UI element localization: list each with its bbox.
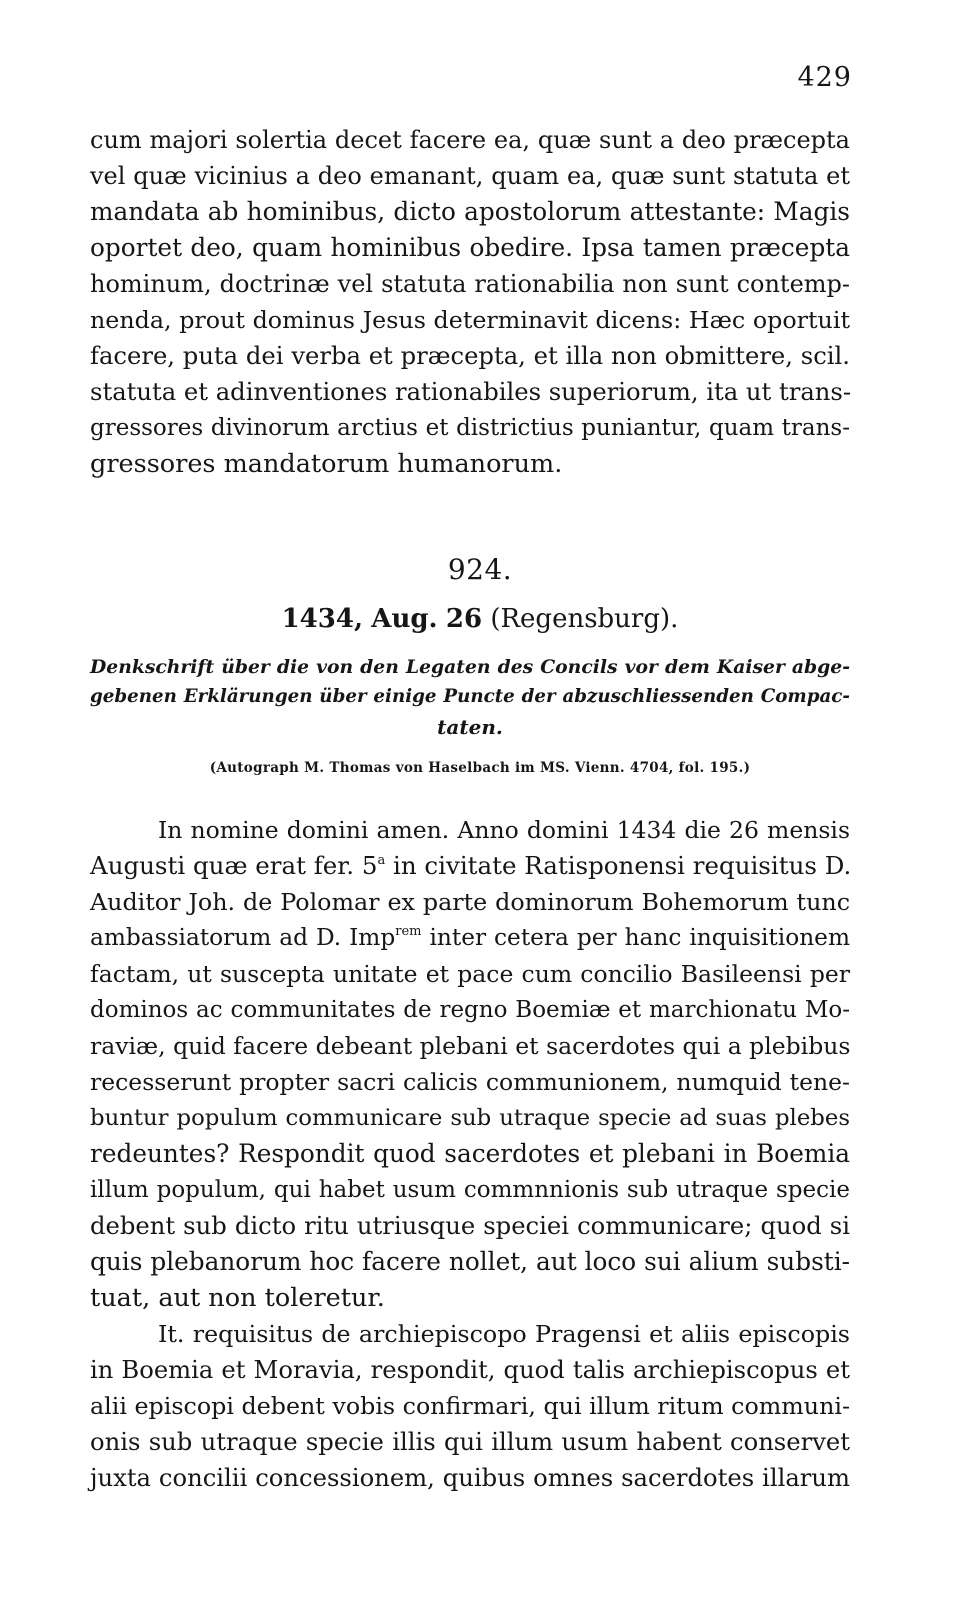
text-line: cum majori solertia decet facere ea, quæ sunt a deo præcepta xyxy=(90,126,850,154)
text-line: redeuntes? Respondit quod sacerdotes et plebani in Boemia xyxy=(90,1139,850,1168)
text-line: It. requisitus de archiepiscopo Pragensi et aliis episcopis xyxy=(158,1320,850,1348)
text-line: nenda, prout dominus Jesus determinavit dicens: Hæc oportuit xyxy=(90,306,850,334)
text-line: dominos ac communitates de regno Boemiæ et marchionatu Mo- xyxy=(90,997,850,1023)
text-line: In nomine domini amen. Anno domini 1434 die 26 mensis xyxy=(158,816,850,844)
text-line: debent sub dicto ritu utriusque speciei communicare; quod si xyxy=(90,1211,850,1240)
text-line: buntur populum communicare sub utraque specie ad suas plebes xyxy=(90,1105,850,1131)
date-day: 26 xyxy=(445,604,483,634)
text-line: facere, puta dei verba et præcepta, et illa non obmittere, scil. xyxy=(90,341,850,370)
text-line: illum populum, qui habet usum commnnionis sub utraque specie xyxy=(90,1177,850,1203)
text-line: in Boemia et Moravia, respondit, quod talis archiepiscopus et xyxy=(90,1355,850,1384)
summary-line: taten. xyxy=(437,715,503,739)
text-line xyxy=(90,920,850,956)
text-line: onis sub utraque specie illis qui illum usum habent conservet xyxy=(90,1427,850,1456)
text-line: quis plebanorum hoc facere nollet, aut loco sui alium substi- xyxy=(90,1247,850,1276)
document-date xyxy=(0,604,960,634)
line-segment: Augusti quæ erat fer. 5 xyxy=(90,851,378,880)
text-line: recesserunt propter sacri calicis communionem, numquid tene- xyxy=(90,1068,850,1096)
text-line xyxy=(90,848,850,884)
document-number: 924. xyxy=(447,553,513,586)
text-line: juxta concilii concessionem, quibus omnes sacerdotes illarum xyxy=(90,1463,850,1492)
text-line: Auditor Joh. de Polomar ex parte dominorum Bohemorum tunc xyxy=(90,888,850,916)
date-place: (Regensburg). xyxy=(490,604,679,634)
text-line: mandata ab hominibus, dicto apostolorum attestante: Magis xyxy=(90,197,850,226)
line-segment: inter cetera per hanc inquisitionem xyxy=(421,924,850,951)
text-line: raviæ, quid facere debeant plebani et sacerdotes qui a plebibus xyxy=(90,1032,851,1060)
text-line: factam, ut suscepta unitate et pace cum concilio Basileensi per xyxy=(90,960,850,988)
text-line: gressores mandatorum humanorum. xyxy=(90,449,563,479)
superscript: a xyxy=(377,853,386,868)
date-year: 1434, xyxy=(281,604,364,634)
text-line: vel quæ vicinius a deo emanant, quam ea, quæ sunt statuta et xyxy=(90,162,850,190)
text-line: gressores divinorum arctius et districtius puniantur, quam trans- xyxy=(90,415,850,441)
text-line: tuat, aut non toleretur. xyxy=(90,1283,385,1313)
line-segment: ambassiatorum ad D. Imp xyxy=(90,924,396,951)
text-line: alii episcopi debent vobis confirmari, qui illum ritum communi- xyxy=(90,1392,850,1420)
summary-line: Denkschrift über die von den Legaten des Concils vor dem Kaiser abge- xyxy=(90,656,850,678)
text-line: hominum, doctrinæ vel statuta rationabilia non sunt contemp- xyxy=(90,270,850,298)
summary-line: gebenen Erklärungen über einige Puncte der abzuschliessenden Compac- xyxy=(90,686,850,707)
page-number: 429 xyxy=(797,62,852,93)
line-segment: in civitate Ratisponensi requisitus D. xyxy=(385,851,852,880)
text-line: oportet deo, quam hominibus obedire. Ipsa tamen præcepta xyxy=(90,233,850,262)
text-line: statuta et adinventiones rationabiles superiorum, ita ut trans- xyxy=(90,377,852,406)
superscript: rem xyxy=(395,924,422,939)
date-month: Aug. xyxy=(371,604,438,634)
source-note: (Autograph M. Thomas von Haselbach im MS. Vienn. 4704, fol. 195.) xyxy=(209,760,751,776)
